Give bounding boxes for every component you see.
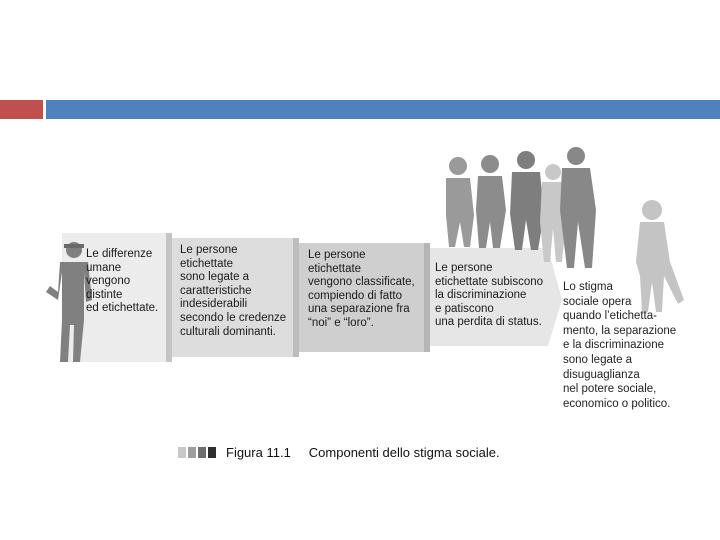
figure-title: Componenti dello stigma sociale. [308,444,500,460]
figure-label: Figura 11.1 [226,444,291,460]
step-1-text: Le differenze umane vengono distinte ed etichettate. [86,248,159,315]
figure-caption [178,444,500,460]
step-4-text: Le persone etichettate subiscono la discriminazione e patiscono una perdita di status. [435,262,544,329]
caption-marker-icon [178,447,216,458]
step-3-text: Le persone etichettate vengono classificate, compiendo di fatto una separazione fra “noi” e “loro”. [308,249,415,329]
conclusion-text: Lo stigma sociale opera quando l’etichetta- mento, la separazione e la discriminazione sono legate a disuguaglianza nel potere sociale, economico o politico. [563,281,677,410]
step-2-text: Le persone etichettate sono legate a caratteristiche indesiderabili secondo le credenze culturali dominanti. [180,244,287,338]
